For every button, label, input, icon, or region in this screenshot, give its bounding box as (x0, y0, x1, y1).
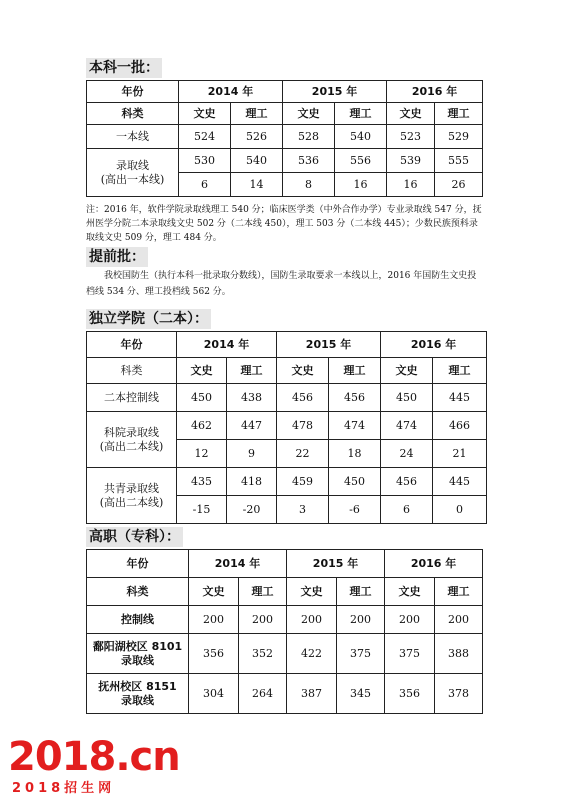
cell: 388 (435, 634, 483, 674)
row-label: 控制线 (87, 606, 189, 634)
cell: 539 (387, 149, 435, 173)
cell: 438 (227, 384, 277, 412)
header-2016: 2016 年 (387, 81, 483, 103)
cell: 200 (239, 606, 287, 634)
cell: 14 (231, 173, 283, 197)
cell: 26 (435, 173, 483, 197)
cell: 352 (239, 634, 287, 674)
cell: 555 (435, 149, 483, 173)
cell: 474 (329, 412, 381, 440)
cell: 387 (287, 674, 337, 714)
header-li: 理工 (433, 358, 487, 384)
cell: 16 (387, 173, 435, 197)
cell: 9 (227, 440, 277, 468)
benke-table (86, 80, 483, 197)
header-li: 理工 (329, 358, 381, 384)
cell: 445 (433, 384, 487, 412)
cell: 462 (177, 412, 227, 440)
header-year: 年份 (87, 81, 179, 103)
cell: 200 (435, 606, 483, 634)
cell: 264 (239, 674, 287, 714)
cell: 478 (277, 412, 329, 440)
cell: 540 (335, 125, 387, 149)
header-2014: 2014 年 (189, 550, 287, 578)
cell: 536 (283, 149, 335, 173)
row-label: 二本控制线 (87, 384, 177, 412)
header-2016: 2016 年 (381, 332, 487, 358)
cell: 200 (189, 606, 239, 634)
cell: 378 (435, 674, 483, 714)
cell: 528 (283, 125, 335, 149)
cell: 375 (385, 634, 435, 674)
cell: 450 (381, 384, 433, 412)
logo-main-text: 2018.cn (8, 734, 180, 780)
logo-sub-text: 2018招生网 (12, 781, 116, 796)
cell: 18 (329, 440, 381, 468)
section-title-benke: 本科一批： (86, 58, 162, 78)
cell: 22 (277, 440, 329, 468)
cell: 435 (177, 468, 227, 496)
header-year: 年份 (87, 550, 189, 578)
cell: 356 (189, 634, 239, 674)
cell: 16 (335, 173, 387, 197)
cell: 200 (287, 606, 337, 634)
cell: 450 (329, 468, 381, 496)
row-label: 录取线 (高出一本线) (87, 149, 179, 197)
tiqian-paragraph: 我校国防生（执行本科一批录取分数线），国防生录取要求一本线以上，2016 年国防生文史投档线 534 分、理工投档线 562 分。 (86, 271, 477, 297)
cell: 418 (227, 468, 277, 496)
section-title-tiqian: 提前批： (86, 247, 148, 267)
header-category: 科类 (87, 358, 177, 384)
cell: 474 (381, 412, 433, 440)
header-wen: 文史 (385, 578, 435, 606)
header-category: 科类 (87, 103, 179, 125)
header-2016: 2016 年 (385, 550, 483, 578)
cell: 6 (381, 496, 433, 524)
header-wen: 文史 (283, 103, 335, 125)
row-label: 共青录取线 (高出二本线) (87, 468, 177, 524)
cell: 523 (387, 125, 435, 149)
header-2014: 2014 年 (179, 81, 283, 103)
duli-table (86, 331, 487, 524)
row-label: 一本线 (87, 125, 179, 149)
cell: 540 (231, 149, 283, 173)
row-label: 鄱阳湖校区 8101 录取线 (87, 634, 189, 674)
section-title-gaozhi: 高职（专科）： (86, 527, 183, 547)
header-wen: 文史 (387, 103, 435, 125)
header-wen: 文史 (177, 358, 227, 384)
header-wen: 文史 (179, 103, 231, 125)
cell: 375 (337, 634, 385, 674)
cell: 24 (381, 440, 433, 468)
cell: 200 (337, 606, 385, 634)
cell: 556 (335, 149, 387, 173)
header-wen: 文史 (277, 358, 329, 384)
header-wen: 文史 (287, 578, 337, 606)
cell: 0 (433, 496, 487, 524)
header-year: 年份 (87, 332, 177, 358)
cell: 21 (433, 440, 487, 468)
cell: 530 (179, 149, 231, 173)
cell: -20 (227, 496, 277, 524)
cell: 529 (435, 125, 483, 149)
cell: 356 (385, 674, 435, 714)
cell: 459 (277, 468, 329, 496)
benke-note: 注：2016 年，软件学院录取线理工 540 分；临床医学类（中外合作办学）专业录取线 547 分，抚州医学分院二本录取线文史 502 分（二本线 450），理工 503 分（二本线 445）；少数民族预科录取线文史 509 分，理工 484 分。 (86, 205, 482, 243)
header-wen: 文史 (381, 358, 433, 384)
header-li: 理工 (335, 103, 387, 125)
cell: 456 (329, 384, 381, 412)
cell: 524 (179, 125, 231, 149)
gaozhi-table (86, 549, 483, 714)
header-2015: 2015 年 (287, 550, 385, 578)
header-wen: 文史 (189, 578, 239, 606)
cell: 447 (227, 412, 277, 440)
cell: 8 (283, 173, 335, 197)
header-li: 理工 (227, 358, 277, 384)
cell: 456 (381, 468, 433, 496)
cell: -15 (177, 496, 227, 524)
cell: 304 (189, 674, 239, 714)
header-li: 理工 (337, 578, 385, 606)
row-label: 科院录取线 (高出二本线) (87, 412, 177, 468)
section-title-duli: 独立学院（二本）： (86, 309, 211, 329)
header-2014: 2014 年 (177, 332, 277, 358)
header-li: 理工 (435, 578, 483, 606)
cell: 450 (177, 384, 227, 412)
header-li: 理工 (239, 578, 287, 606)
header-2015: 2015 年 (283, 81, 387, 103)
row-label: 抚州校区 8151 录取线 (87, 674, 189, 714)
cell: 445 (433, 468, 487, 496)
header-category: 科类 (87, 578, 189, 606)
site-logo (8, 734, 198, 796)
header-li: 理工 (231, 103, 283, 125)
cell: 466 (433, 412, 487, 440)
cell: 200 (385, 606, 435, 634)
cell: 12 (177, 440, 227, 468)
cell: 422 (287, 634, 337, 674)
cell: 6 (179, 173, 231, 197)
header-li: 理工 (435, 103, 483, 125)
cell: 345 (337, 674, 385, 714)
cell: 526 (231, 125, 283, 149)
cell: -6 (329, 496, 381, 524)
cell: 456 (277, 384, 329, 412)
header-2015: 2015 年 (277, 332, 381, 358)
cell: 3 (277, 496, 329, 524)
